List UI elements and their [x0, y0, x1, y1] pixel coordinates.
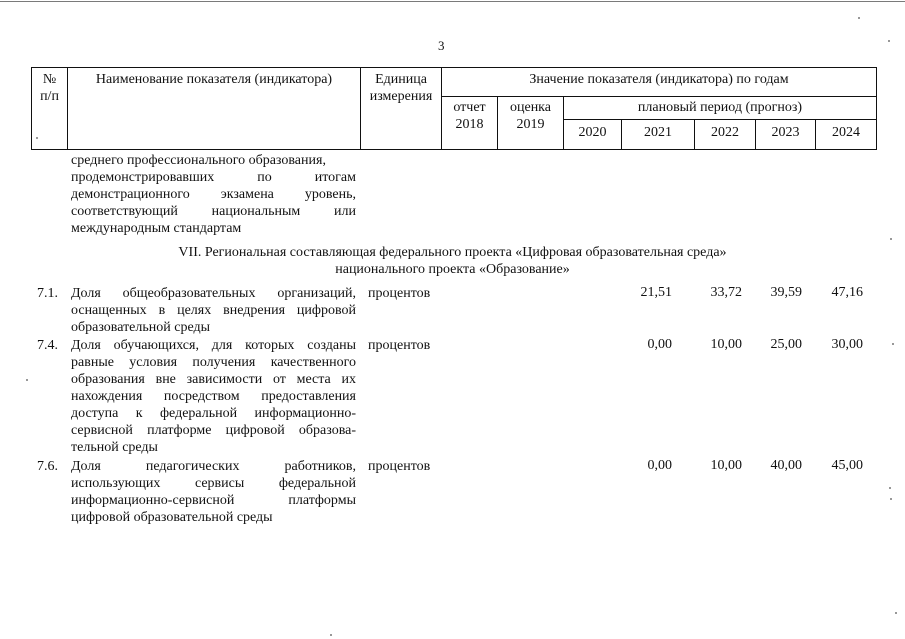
value-2024: 30,00 — [831, 337, 863, 352]
header-year-2021: 2021 — [644, 125, 672, 140]
value-2022: 33,72 — [710, 285, 742, 300]
value-2023: 39,59 — [770, 285, 802, 300]
row-unit: процентов — [368, 286, 431, 301]
value-2024: 47,16 — [831, 285, 863, 300]
header-no: № п/п — [40, 72, 59, 104]
value-2023: 25,00 — [770, 337, 802, 352]
value-2023: 40,00 — [770, 458, 802, 473]
header-values-by-year: Значение показателя (индикатора) по годам — [529, 72, 789, 87]
row-unit: процентов — [368, 338, 431, 353]
header-year-2020: 2020 — [578, 125, 607, 140]
header-year-2023: 2023 — [771, 125, 800, 140]
header-indicator-name: Наименование показателя (индикатора) — [95, 72, 333, 87]
row-number: 7.4. — [37, 338, 58, 353]
row-number: 7.6. — [37, 459, 58, 474]
value-2021: 0,00 — [647, 458, 672, 473]
row-number: 7.1. — [37, 286, 58, 301]
header-year-2022: 2022 — [711, 125, 739, 140]
table-header — [31, 67, 877, 150]
section-title: VII. Региональная составляющая федерального проекта «Цифровая образовательная среда» национального проекта «Образование» — [178, 245, 727, 277]
header-estimate-2019: оценка 2019 — [509, 100, 551, 132]
value-2021: 0,00 — [647, 337, 672, 352]
page-number: 3 — [438, 38, 445, 53]
row-unit: процентов — [368, 459, 431, 474]
header-plan-period: плановый период (прогноз) — [637, 100, 803, 115]
header-year-2024: 2024 — [832, 125, 860, 140]
value-2022: 10,00 — [710, 337, 742, 352]
value-2021: 21,51 — [640, 285, 672, 300]
header-unit: Единица измерения — [369, 72, 433, 104]
top-border-line — [0, 1, 905, 2]
value-2022: 10,00 — [710, 458, 742, 473]
header-report-2018: отчет 2018 — [453, 100, 486, 132]
value-2024: 45,00 — [831, 458, 863, 473]
